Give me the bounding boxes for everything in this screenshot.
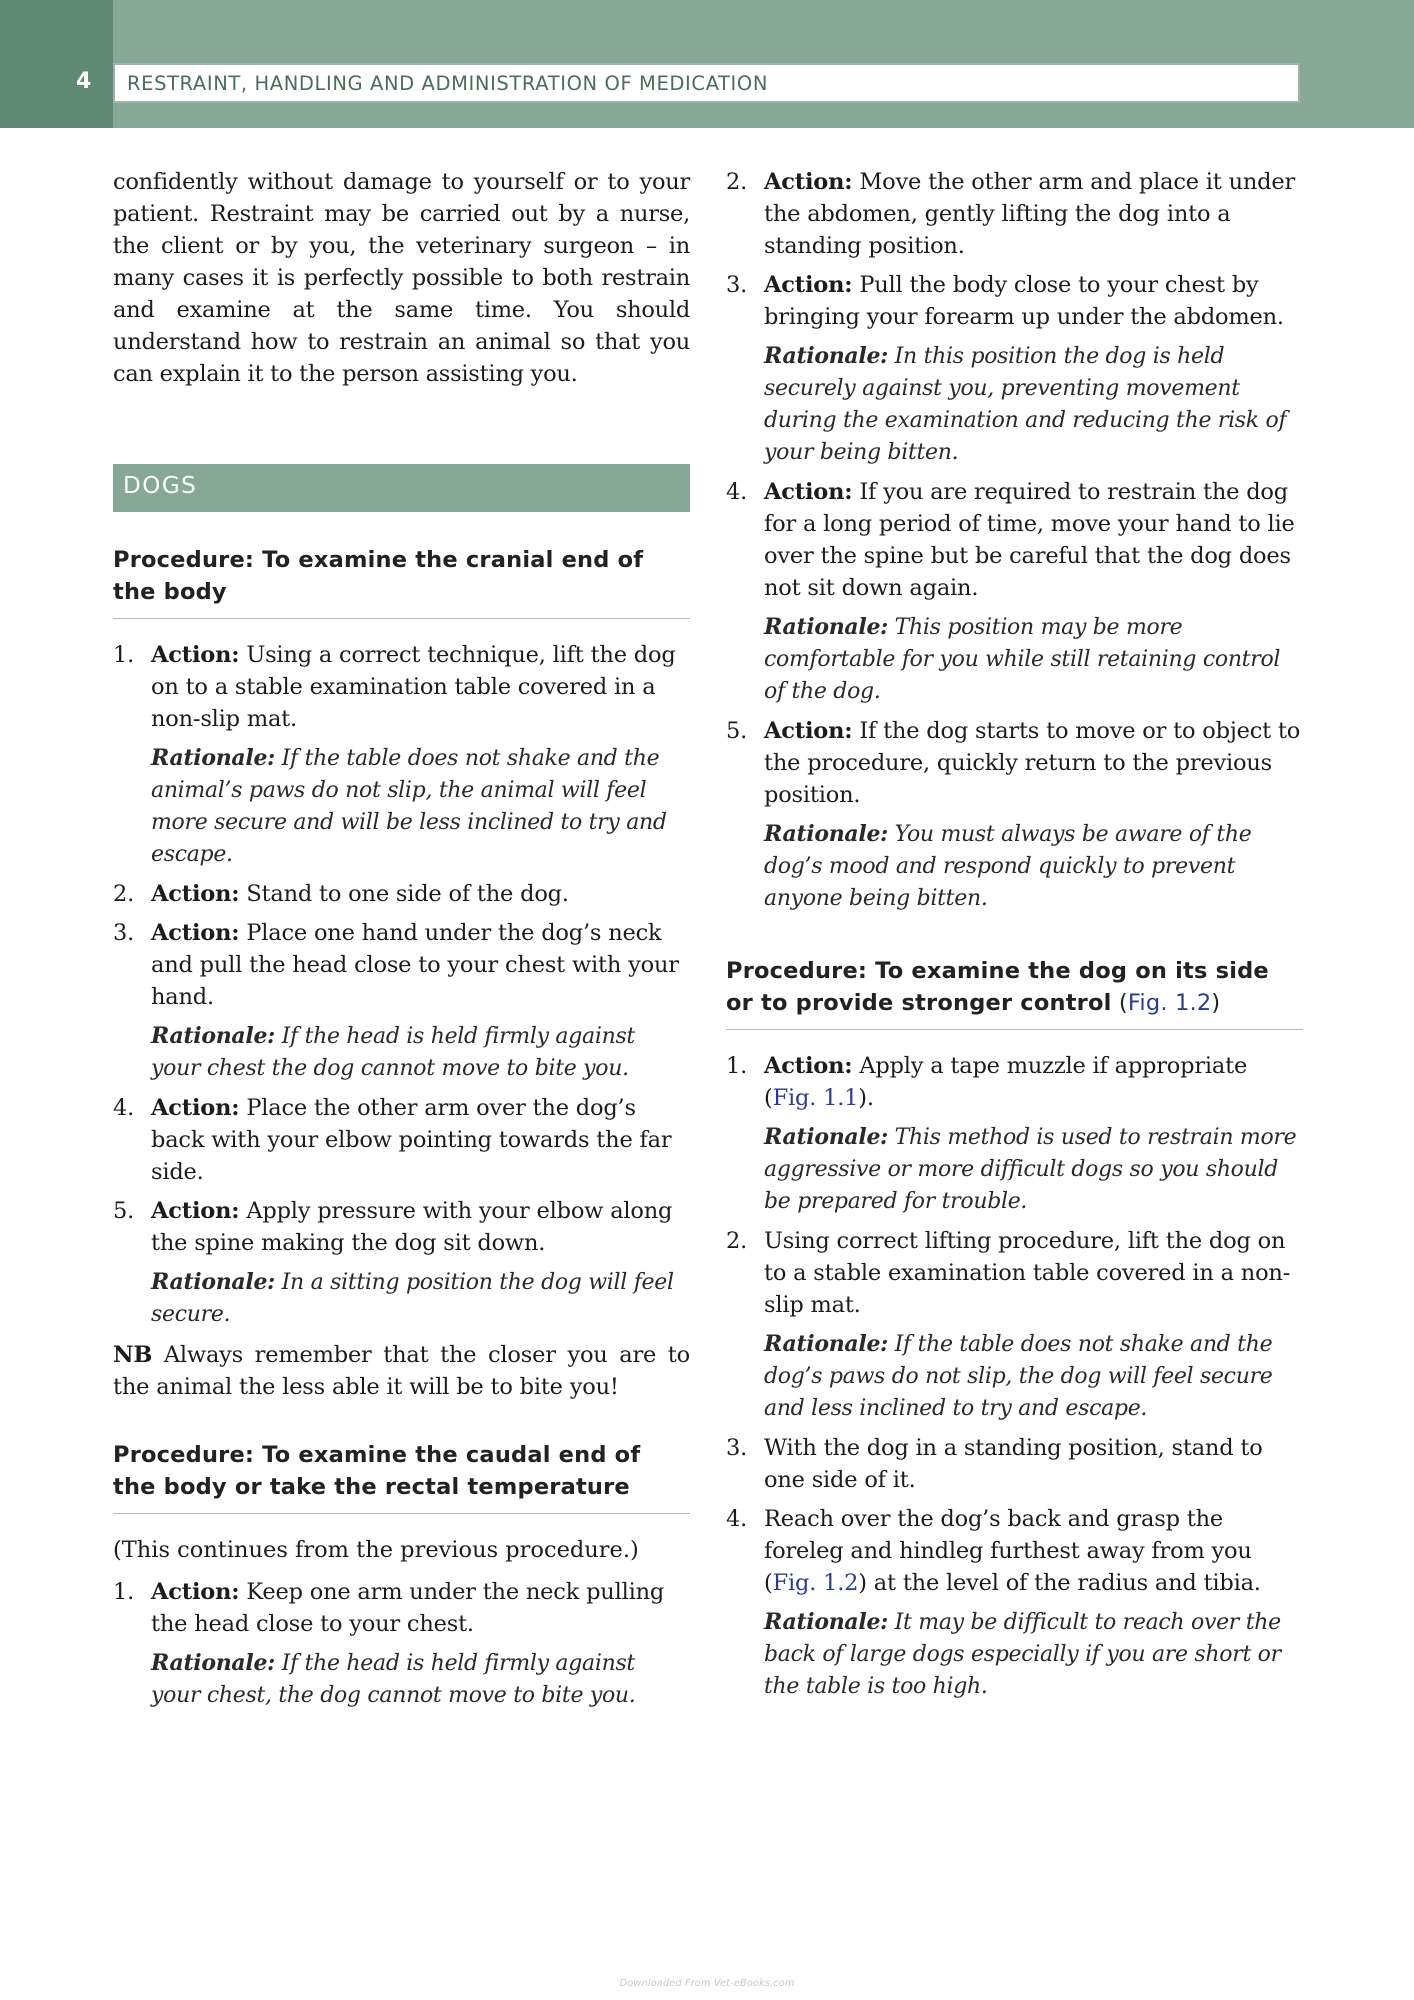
rationale-label: Rationale: [764,343,888,369]
rationale-text: You must always be aware of the dog’s mood and respond quickly to prevent anyone being bitten. [764,822,1252,911]
step-number: 2. [113,881,135,907]
action-label: Action: [764,272,853,298]
step-number: 5. [726,718,748,744]
rationale [151,1647,690,1712]
step-text: Using correct lifting procedure, lift the dog on to a stable examination table covered in a non-slip mat. [764,1228,1291,1318]
page-number-block [0,0,113,128]
list-item [726,1432,1303,1496]
action-label: Action: [764,169,853,195]
action-label: Action: [151,881,240,907]
rationale-text: In a sitting position the dog will feel secure. [151,1270,674,1327]
rationale-label: Rationale: [764,1331,888,1357]
action-label: Action: [151,1095,240,1121]
step-text: Reach over the dog’s back and grasp the foreleg and hindleg furthest away from you ( [764,1506,1252,1596]
action-label: Action: [764,718,853,744]
step-number: 4. [726,479,748,505]
step-text-end: ) at the level of the radius and tibia. [858,1570,1261,1596]
list-item [726,1503,1303,1703]
step-number: 5. [113,1198,135,1224]
list-item [726,1050,1303,1218]
procedure-3-heading [726,955,1303,1030]
rationale-text: If the head is held firmly against your chest the dog cannot move to bite you. [151,1024,635,1081]
footer-watermark: Downloaded From Vet-eBooks.com [619,1978,795,1989]
action-text: If the dog starts to move or to object to the procedure, quickly return to the previous position. [764,718,1301,808]
rationale [764,1121,1303,1218]
rationale-text: This position may be more comfortable for you while still retaining control of the dog. [764,615,1281,704]
step-number: 2. [726,169,748,195]
action-label: Action: [764,479,853,505]
list-item [726,476,1303,708]
rationale-label: Rationale: [764,1609,888,1635]
rationale-text: If the table does not shake and the animal’s paws do not slip, the animal will feel more secure and will be less inclined to try and escape. [151,746,667,867]
step-number: 1. [113,642,135,668]
list-item [726,715,1303,915]
section-bar-dogs [113,464,690,512]
list-item [113,1195,690,1331]
step-number: 3. [113,920,135,946]
action-text: If you are required to restrain the dog for a long period of time, move your hand to lie over the spine but be careful that the dog does not sit down again. [764,479,1295,601]
procedure-3-paren-open: ( [1111,990,1128,1016]
action-text: Apply pressure with your elbow along the spine making the dog sit down. [151,1198,673,1256]
nb-note [113,1339,690,1403]
step-number: 1. [726,1053,748,1079]
action-label: Action: [151,1579,240,1605]
list-item [726,269,1303,469]
rationale [764,611,1303,708]
rationale [764,818,1303,915]
action-text: Move the other arm and place it under the abdomen, gently lifting the dog into a standing position. [764,169,1296,259]
procedure-2-steps-left [113,1576,690,1712]
step-number: 2. [726,1228,748,1254]
list-item [113,917,690,1085]
action-text: Apply a tape muzzle if appropriate ( [764,1053,1248,1111]
step-number: 4. [726,1506,748,1532]
rationale [151,1020,690,1085]
action-text: Keep one arm under the neck pulling the head close to your chest. [151,1579,665,1637]
rationale-label: Rationale: [764,1124,888,1150]
rationale-label: Rationale: [151,1023,275,1049]
list-item [113,878,690,910]
rationale-text: This method is used to restrain more aggressive or more difficult dogs so you should be prepared for trouble. [764,1125,1297,1214]
section-title: DOGS [123,473,198,499]
procedure-3-title: Procedure: To examine the dog on its side or to provide stronger control [726,958,1269,1016]
figure-link[interactable]: Fig. 1.2 [772,1570,859,1596]
nb-label: NB [113,1342,153,1368]
action-text: Place the other arm over the dog’s back with your elbow pointing towards the far side. [151,1095,672,1185]
list-item [726,1225,1303,1425]
rationale-text: In this position the dog is held securely against you, preventing movement during the examination and reducing the risk of your being bitten. [764,344,1287,465]
rationale-label: Rationale: [151,745,275,771]
step-text: With the dog in a standing position, stand to one side of it. [764,1435,1263,1493]
rationale [764,340,1303,469]
page-number: 4 [76,69,92,94]
step-number: 1. [113,1579,135,1605]
rationale-text: If the head is held firmly against your chest, the dog cannot move to bite you. [151,1651,636,1708]
rationale-label: Rationale: [151,1269,275,1295]
intro-paragraph: confidently without damage to yourself or to your patient. Restraint may be carried out by a nurse, the client or by you, the veterinary surgeon – in many cases it is perfectly possible to both restrain and examine at the same time. You should understand how to restrain an animal so that you can explain it to the person assisting you. [113,169,690,387]
rationale-label: Rationale: [151,1650,275,1676]
continuation-note: (This continues from the previous procedure.) [113,1537,639,1563]
procedure-3-paren-close: ) [1211,990,1221,1016]
rationale-text: It may be difficult to reach over the back of large dogs especially if you are short or the table is too high. [764,1610,1281,1699]
running-head-box [113,63,1300,103]
list-item [726,166,1303,262]
running-head: RESTRAINT, HANDLING AND ADMINISTRATION OF MEDICATION [127,72,769,95]
figure-link[interactable]: Fig. 1.2 [1127,990,1212,1016]
rationale-text: If the table does not shake and the dog’s paws do not slip, the dog will feel secure and less inclined to try and escape. [764,1332,1273,1421]
list-item [113,639,690,871]
rationale [151,1266,690,1331]
action-label: Action: [151,642,240,668]
action-label: Action: [764,1053,853,1079]
action-text: Stand to one side of the dog. [239,881,569,907]
action-text: Pull the body close to your chest by bringing your forearm up under the abdomen. [764,272,1284,330]
procedure-3-steps [726,1050,1303,1703]
procedure-2-heading: Procedure: To examine the caudal end of the body or take the rectal temperature [113,1439,690,1514]
right-column [726,166,1303,1710]
step-number: 3. [726,1435,748,1461]
rationale [764,1606,1303,1703]
rationale-label: Rationale: [764,821,888,847]
step-number: 3. [726,272,748,298]
rationale [764,1328,1303,1425]
figure-link[interactable]: Fig. 1.1 [772,1085,859,1111]
list-item [113,1576,690,1712]
procedure-2-steps-right [726,166,1303,915]
rationale [151,742,690,871]
step-number: 4. [113,1095,135,1121]
action-label: Action: [151,1198,240,1224]
list-item [113,1092,690,1188]
left-column [113,166,690,1719]
action-label: Action: [151,920,240,946]
procedure-1-heading: Procedure: To examine the cranial end of the body [113,544,690,619]
action-text: Using a correct technique, lift the dog on to a stable examination table covered in a non-slip mat. [151,642,676,732]
rationale-label: Rationale: [764,614,888,640]
action-text: Place one hand under the dog’s neck and pull the head close to your chest with your hand. [151,920,679,1010]
action-text-end: ). [858,1085,874,1111]
procedure-1-steps [113,639,690,1331]
nb-text: Always remember that the closer you are to the animal the less able it will be to bite you! [113,1342,690,1400]
